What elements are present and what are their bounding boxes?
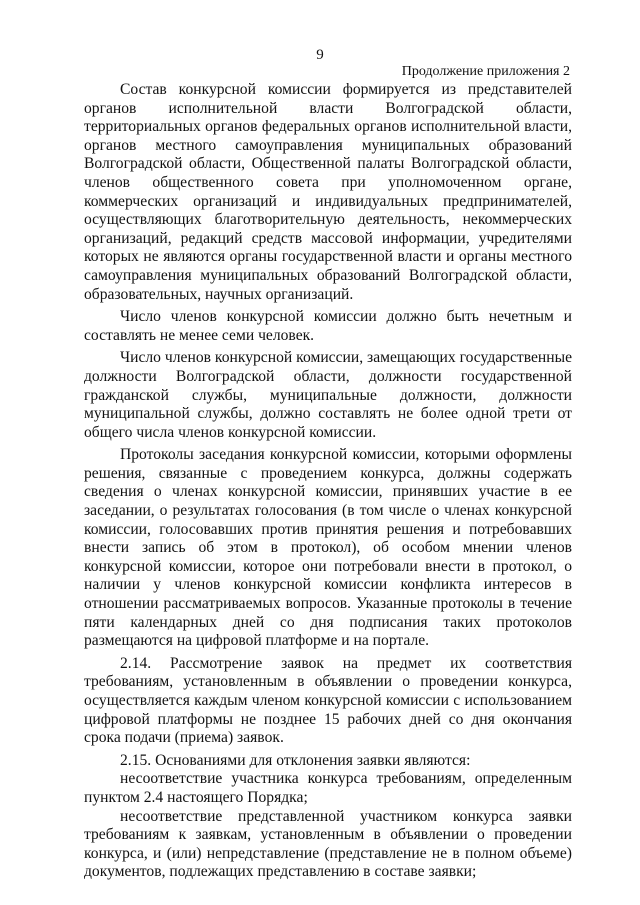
page-number: 9	[316, 47, 324, 63]
paragraph-member-count: Число членов конкурсной комиссии должно быть нечетным и составлять не менее семи человек.	[84, 308, 572, 344]
paragraph-commission-composition: Состав конкурсной комиссии формируется из представителей органов исполнительной власти Волгоградской области, территориальных органов федеральных органов исполнительной власти, органов местного самоуправления муниципальных образований Волгоградской области, Общественной палаты Волгоградской области, членов общественного совета при уполномоченном органе, коммерческих организаций и индивидуальных предпринимателей, осуществляющих благотворительную деятельность, некоммерческих организаций, редакций средств массовой информации, учредителями которых не являются органы государственной власти и органы местного самоуправления муниципальных образований Волгоградской области, образовательных, научных организаций.	[84, 81, 572, 303]
paragraph-rejection-reason-1: несоответствие участника конкурса требованиям, определенным пунктом 2.4 настоящего Порядка;	[84, 770, 572, 806]
paragraph-protocols: Протоколы заседания конкурсной комиссии, которыми оформлены решения, связанные с проведением конкурса, должны содержать сведения о членах конкурсной комиссии, принявших участие в ее заседании, о результатах голосования (в том числе о членах конкурсной комиссии, голосовавших против принятия решения и потребовавших внести запись об этом в протокол), об особом мнении членов конкурсной комиссии, которое они потребовали внести в протокол, о наличии у членов конкурсной комиссии конфликта интересов в отношении рассматриваемых вопросов. Указанные протоколы в течение пяти календарных дней со дня подписания таких протоколов размещаются на цифровой платформе и на портале.	[84, 446, 572, 650]
document-body	[84, 81, 572, 882]
paragraph-2-14: 2.14. Рассмотрение заявок на предмет их соответствия требованиям, установленным в объявлении о проведении конкурса, осуществляется каждым членом конкурсной комиссии с использованием цифровой платформы не позднее 15 рабочих дней со дня окончания срока подачи (приема) заявок.	[84, 654, 572, 747]
appendix-continuation-label: Продолжение приложения 2	[401, 64, 570, 79]
paragraph-rejection-reason-2: несоответствие представленной участником конкурса заявки требованиям к заявкам, установленным в объявлении о проведении конкурса, и (или) непредставление (представление не в полном объеме) документов, подлежащих представлению в составе заявки;	[84, 807, 572, 881]
paragraph-state-positions: Число членов конкурсной комиссии, замещающих государственные должности Волгоградской области, должности государственной гражданской службы, муниципальные должности, должности муниципальной службы, должно составлять не более одной трети от общего числа членов конкурсной комиссии.	[84, 349, 572, 441]
paragraph-2-15: 2.15. Основаниями для отклонения заявки являются:	[120, 751, 471, 769]
